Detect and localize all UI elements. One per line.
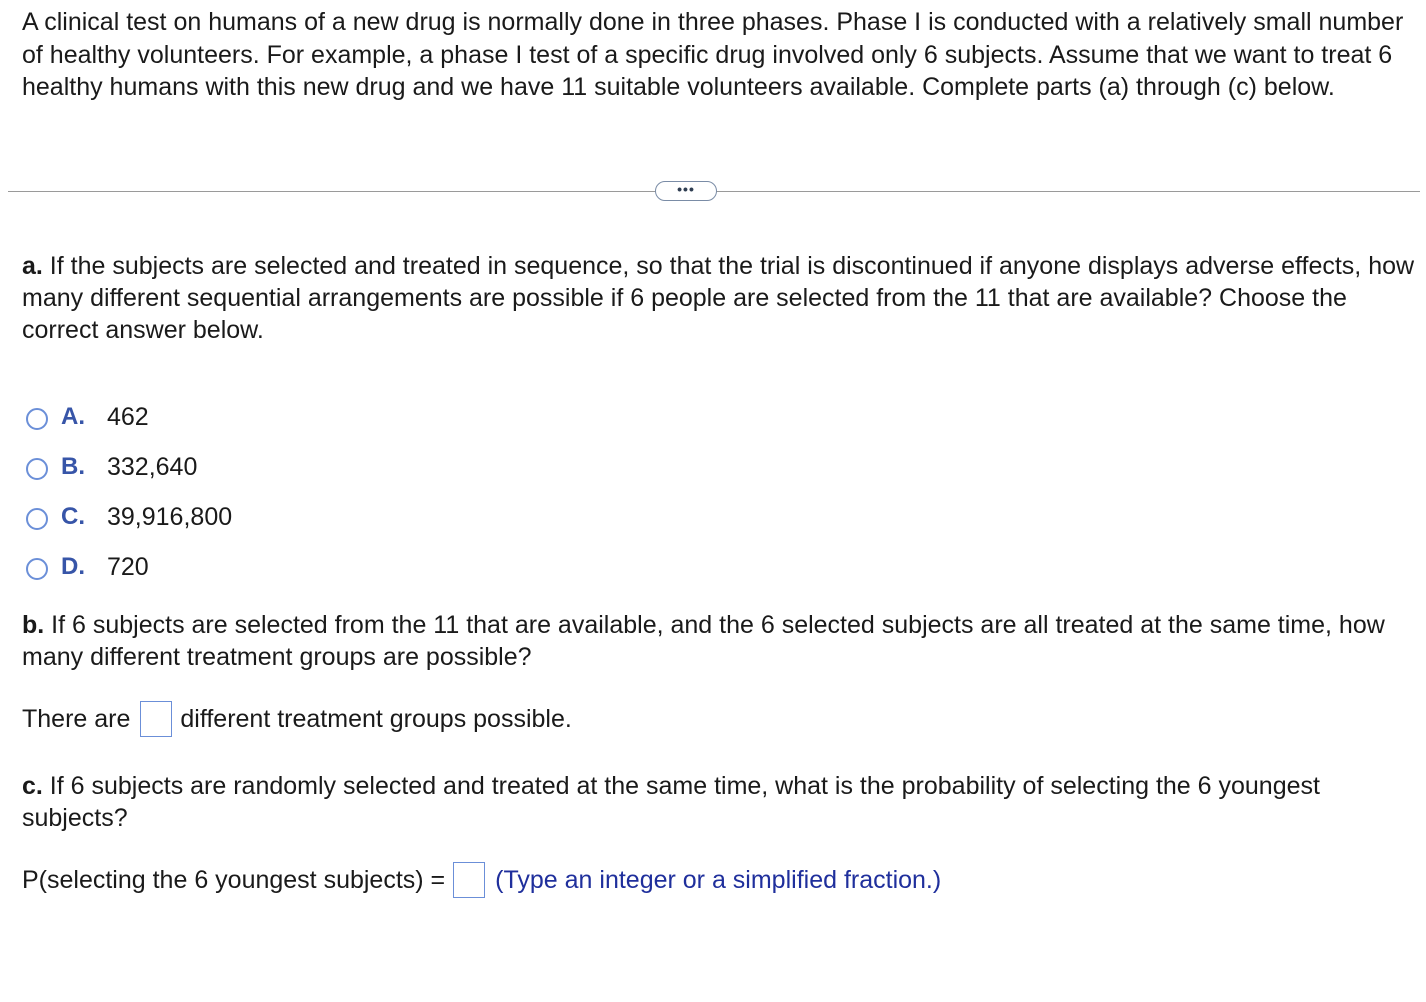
show-more-button[interactable]: ••• [655,181,717,201]
choice-letter: B. [61,453,85,480]
part-a-choices [26,392,232,592]
choice-value: 39,916,800 [107,502,233,531]
part-b-text: If 6 subjects are selected from the 11 that are available, and the 6 selected subjects are all treated at the same time, how many different treatment groups are possible? [22,611,1385,671]
radio-button[interactable] [26,558,48,580]
choice-b[interactable] [26,442,232,492]
part-c-hint: (Type an integer or a simplified fraction.) [495,866,942,894]
choice-value: 720 [107,552,149,581]
part-c-question [22,770,1420,834]
choice-d[interactable] [26,542,232,592]
part-b-answer-input[interactable] [140,701,172,737]
part-a-text: If the subjects are selected and treated in sequence, so that the trial is discontinued if anyone displays adverse effects, how many different sequential arrangements are possible if 6 people are selected from the 11 that are available? Choose the correct answer below. [22,252,1415,344]
part-b-suffix: different treatment groups possible. [180,705,572,733]
part-b-prefix: There are [22,705,131,733]
choice-value: 332,640 [107,452,198,481]
choice-letter: C. [61,503,85,530]
part-c-letter: c. [22,772,43,800]
choice-letter: D. [61,553,85,580]
part-b-answer-line [22,701,572,737]
part-a-letter: a. [22,252,43,280]
radio-button[interactable] [26,408,48,430]
part-b-letter: b. [22,611,45,639]
choice-letter: A. [61,403,85,430]
part-a-question [22,250,1420,346]
part-c-answer-line [22,862,941,898]
choice-c[interactable] [26,492,232,542]
radio-button[interactable] [26,508,48,530]
part-c-answer-input[interactable] [453,862,485,898]
choice-value: 462 [107,402,149,431]
part-b-question [22,609,1420,673]
choice-a[interactable] [26,392,232,442]
part-c-prefix: P(selecting the 6 youngest subjects) = [22,866,446,894]
problem-intro: A clinical test on humans of a new drug is normally done in three phases. Phase I is conducted with a relatively small number of healthy volunteers. For example, a phase I test of a specific drug involved only 6 subjects. Assume that we want to treat 6 healthy humans with this new drug and we have 11 suitable volunteers available. Complete parts (a) through (c) below. [22,8,1404,101]
part-c-text: If 6 subjects are randomly selected and treated at the same time, what is the probability of selecting the 6 youngest subjects? [22,772,1320,832]
radio-button[interactable] [26,458,48,480]
